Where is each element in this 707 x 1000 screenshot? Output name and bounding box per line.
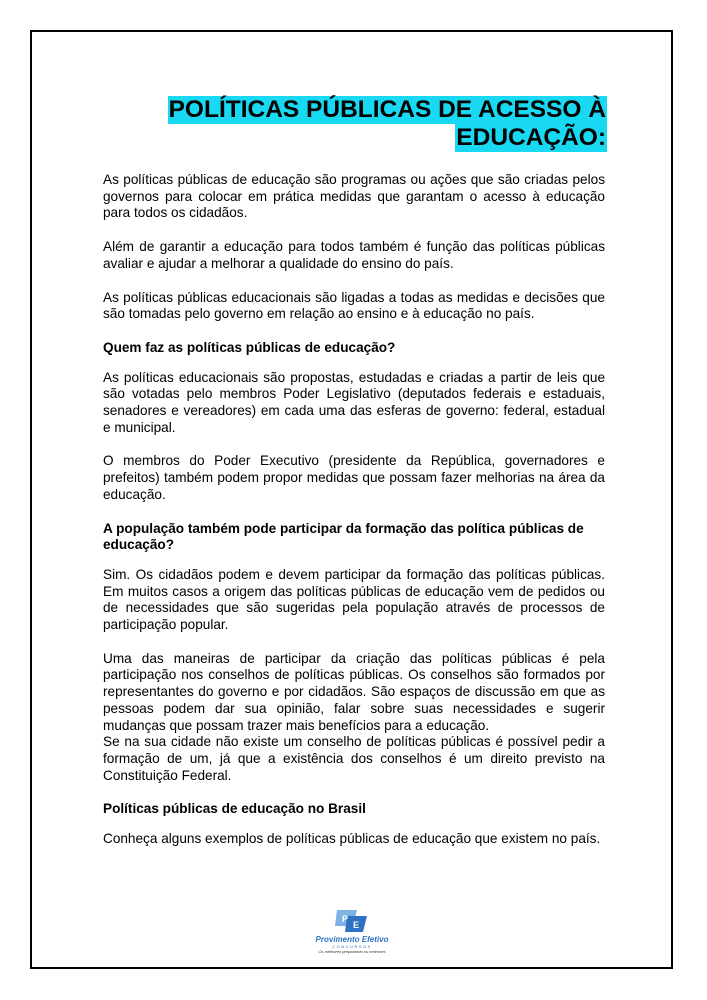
- logo-subtitle: CONCURSOS: [332, 944, 372, 949]
- title-line-2: EDUCAÇÃO:: [456, 124, 606, 151]
- section-heading-population: A população também pode participar da formação das política públicas de educação?: [103, 520, 584, 553]
- section2-paragraph-3: Se na sua cidade não existe um conselho de políticas públicas é possível pedir a formação de um, já que a existência dos conselhos é um direito previsto na Constituição Federal.: [103, 734, 605, 783]
- svg-text:P: P: [342, 914, 349, 924]
- section1-paragraph-2: O membros do Poder Executivo (presidente da República, governadores e prefeitos) também podem propor medidas que possam fazer melhorias na área da educação.: [103, 453, 605, 502]
- page-title: [168, 96, 607, 152]
- section2-paragraph-2: Uma das maneiras de participar da criação das políticas públicas é pela participação nos conselhos de políticas públicas. Os conselhos são formados por representantes do governo e por cidadãos. São espaços de discussão em que as pessoas podem dar sua opinião, falar sobre suas necessidades e sugerir mudanças que possam trazer mais benefícios para a educação.: [103, 650, 605, 733]
- intro-paragraph-3: As políticas públicas educacionais são ligadas a todas as medidas e decisões que são tomadas pelo governo em relação ao ensino e à educação no país.: [103, 289, 605, 322]
- section-heading-who: Quem faz as políticas públicas de educação?: [103, 339, 396, 355]
- section-heading-brazil: Políticas públicas de educação no Brasil: [103, 801, 366, 817]
- logo-name: Provimento Efetivo: [315, 935, 389, 944]
- svg-text:E: E: [353, 920, 360, 930]
- document-body: [103, 172, 605, 865]
- provimento-efetivo-logo: [300, 908, 404, 954]
- section2-paragraph-1: Sim. Os cidadãos podem e devem participar da formação das políticas públicas. Em muitos casos a origem das políticas públicas de educação vem de pedidos ou de necessidades que são sugeridas pela população através de processos de participação popular.: [103, 566, 605, 633]
- section3-paragraph-1: Conheça alguns exemplos de políticas públicas de educação que existem no país.: [103, 831, 601, 847]
- section1-paragraph-1: As políticas educacionais são propostas, estudadas e criadas a partir de leis que são votadas pelo membros Poder Legislativo (deputados federais e estaduais, senadores e vereadores) em cada uma das esferas de governo: federal, estadual e municipal.: [103, 369, 605, 435]
- intro-paragraph-2: Além de garantir a educação para todos também é função das políticas públicas avaliar e ajudar a melhorar a qualidade do ensino do país.: [103, 239, 605, 271]
- logo-tagline: Os melhores preparando os melhores: [318, 949, 386, 954]
- logo-mark-icon: [335, 908, 369, 934]
- intro-paragraph-1: As políticas públicas de educação são programas ou ações que são criadas pelos governos para colocar em prática medidas que garantam o acesso à educação para todos os cidadãos.: [103, 172, 605, 221]
- title-line-1: POLÍTICAS PÚBLICAS DE ACESSO À: [168, 96, 606, 123]
